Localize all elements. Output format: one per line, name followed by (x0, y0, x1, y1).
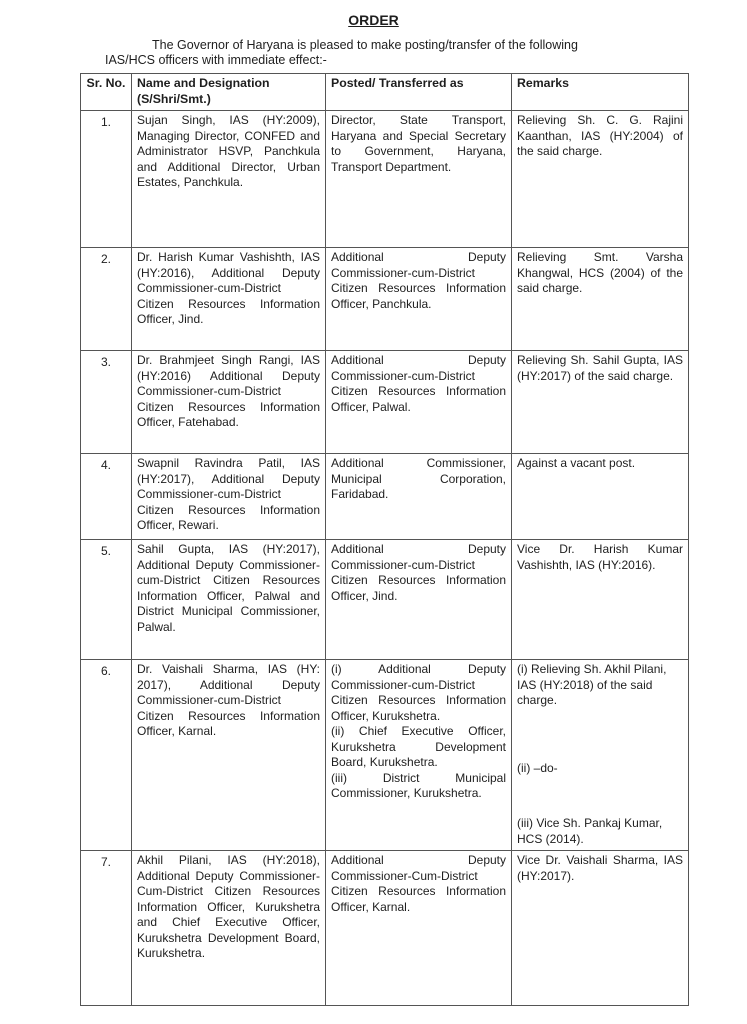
order-title: ORDER (348, 12, 399, 28)
cell-sr: 7. (81, 851, 132, 1006)
header-sr-no: Sr. No. (81, 74, 132, 111)
cell-sr: 5. (81, 540, 132, 660)
header-posted-transferred: Posted/ Transferred as (326, 74, 512, 111)
table-row (81, 111, 689, 248)
table-row (81, 248, 689, 351)
remark-item-3: (iii) Vice Sh. Pankaj Kumar, HCS (2014). (517, 816, 663, 846)
cell-name: Dr. Brahmjeet Singh Rangi, IAS (HY:2016) Additional Deputy Commissioner-cum-District Citizen Resources Information Officer, Fatehabad. (132, 351, 326, 454)
intro-line-2: IAS/HCS officers with immediate effect:- (105, 53, 327, 67)
cell-remarks: Vice Dr. Harish Kumar Vashishth, IAS (HY:2016). (512, 540, 689, 660)
cell-posted: Additional Deputy Commissioner-cum-District Citizen Resources Information Officer, Jind. (326, 540, 512, 660)
cell-remarks: Vice Dr. Vaishali Sharma, IAS (HY:2017). (512, 851, 689, 1006)
cell-name: Akhil Pilani, IAS (HY:2018), Additional Deputy Commissioner-Cum-District Citizen Resources Information Officer, Kurukshetra and Chief Executive Officer, Kurukshetra Development Board, Kurukshetra. (132, 851, 326, 1006)
table-row (81, 454, 689, 540)
cell-remarks: Relieving Smt. Varsha Khangwal, HCS (2004) of the said charge. (512, 248, 689, 351)
cell-posted (326, 660, 512, 851)
intro-line-1: The Governor of Haryana is pleased to make posting/transfer of the following (152, 38, 578, 52)
remark-spacer (517, 709, 683, 761)
cell-sr: 3. (81, 351, 132, 454)
cell-sr: 4. (81, 454, 132, 540)
cell-posted: Director, State Transport, Haryana and Special Secretary to Government, Haryana, Transport Department. (326, 111, 512, 248)
header-remarks: Remarks (512, 74, 689, 111)
table-row (81, 540, 689, 660)
cell-name: Sujan Singh, IAS (HY:2009), Managing Director, CONFED and Administrator HSVP, Panchkula and Additional Director, Urban Estates, Panchkula. (132, 111, 326, 248)
intro-paragraph (80, 38, 692, 68)
table-row (81, 351, 689, 454)
cell-sr: 2. (81, 248, 132, 351)
cell-name: Sahil Gupta, IAS (HY:2017), Additional Deputy Commissioner-cum-District Citizen Resources Information Officer, Palwal and District Municipal Commissioner, Palwal. (132, 540, 326, 660)
cell-remarks: Against a vacant post. (512, 454, 689, 540)
cell-name: Dr. Vaishali Sharma, IAS (HY: 2017), Additional Deputy Commissioner-cum-District Citizen Resources Information Officer, Karnal. (132, 660, 326, 851)
cell-sr: 1. (81, 111, 132, 248)
cell-sr: 6. (81, 660, 132, 851)
cell-remarks: Relieving Sh. C. G. Rajini Kaanthan, IAS (HY:2004) of the said charge. (512, 111, 689, 248)
table-row (81, 851, 689, 1006)
cell-posted: Additional Commissioner, Municipal Corporation, Faridabad. (326, 454, 512, 540)
table-row (81, 660, 689, 851)
cell-posted: Additional Deputy Commissioner-Cum-District Citizen Resources Information Officer, Karnal. (326, 851, 512, 1006)
posted-item-1: (i) Additional Deputy Commissioner-cum-District Citizen Resources Information Officer, Kurukshetra. (331, 662, 506, 723)
header-name-designation: Name and Designation (S/Shri/Smt.) (132, 74, 326, 111)
cell-name: Dr. Harish Kumar Vashishth, IAS (HY:2016), Additional Deputy Commissioner-cum-District Citizen Resources Information Officer, Jind. (132, 248, 326, 351)
cell-posted: Additional Deputy Commissioner-cum-District Citizen Resources Information Officer, Panchkula. (326, 248, 512, 351)
remark-item-1: (i) Relieving Sh. Akhil Pilani, IAS (HY:2018) of the said charge. (517, 662, 667, 707)
table-header-row (81, 74, 689, 111)
cell-posted: Additional Deputy Commissioner-cum-District Citizen Resources Information Officer, Palwal. (326, 351, 512, 454)
remark-spacer (517, 776, 683, 816)
postings-table (80, 73, 689, 1006)
cell-remarks (512, 660, 689, 851)
cell-name: Swapnil Ravindra Patil, IAS (HY:2017), Additional Deputy Commissioner-cum-District Citizen Resources Information Officer, Rewari. (132, 454, 326, 540)
remark-item-2: (ii) –do- (517, 760, 558, 775)
cell-remarks: Relieving Sh. Sahil Gupta, IAS (HY:2017) of the said charge. (512, 351, 689, 454)
posted-item-3: (iii) District Municipal Commissioner, Kurukshetra. (331, 770, 506, 800)
posted-item-2: (ii) Chief Executive Officer, Kurukshetra Development Board, Kurukshetra. (331, 724, 506, 769)
